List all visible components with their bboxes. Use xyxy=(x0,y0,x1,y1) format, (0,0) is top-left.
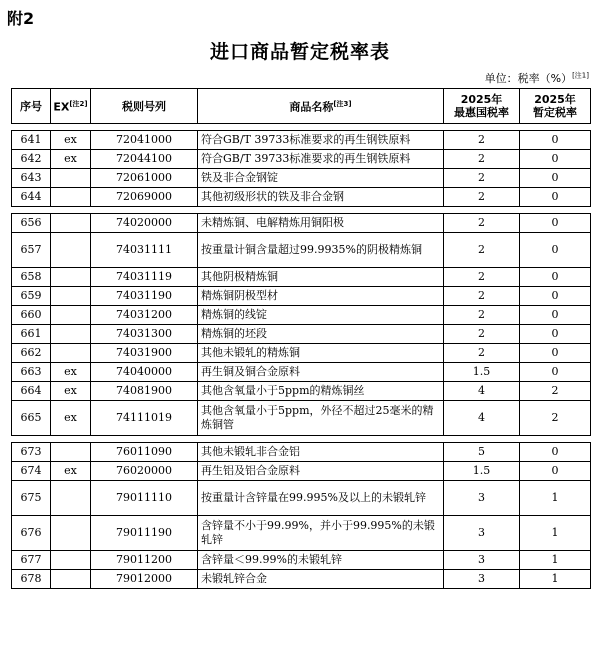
cell-provisional-rate: 0 xyxy=(520,306,591,325)
cell-seq: 656 xyxy=(12,214,51,233)
table-row xyxy=(12,169,591,188)
cell-mfn-rate: 3 xyxy=(444,570,520,589)
group-separator xyxy=(12,436,591,443)
cell-ex xyxy=(51,481,91,516)
table-row xyxy=(12,233,591,268)
header-name-note: [注3] xyxy=(333,100,352,109)
header-row xyxy=(12,89,591,124)
cell-mfn-rate: 1.5 xyxy=(444,462,520,481)
table-row xyxy=(12,443,591,462)
group-separator xyxy=(12,207,591,214)
cell-seq: 678 xyxy=(12,570,51,589)
cell-provisional-rate: 0 xyxy=(520,233,591,268)
table-row xyxy=(12,551,591,570)
cell-provisional-rate: 1 xyxy=(520,551,591,570)
header-mfn-label: 最惠国税率 xyxy=(454,106,509,119)
header-code: 税则号列 xyxy=(91,89,198,124)
cell-ex xyxy=(51,325,91,344)
cell-seq: 673 xyxy=(12,443,51,462)
table-row xyxy=(12,150,591,169)
cell-provisional-rate: 0 xyxy=(520,363,591,382)
cell-seq: 644 xyxy=(12,188,51,207)
cell-seq: 657 xyxy=(12,233,51,268)
cell-provisional-rate: 1 xyxy=(520,516,591,551)
cell-mfn-rate: 2 xyxy=(444,344,520,363)
cell-seq: 659 xyxy=(12,287,51,306)
cell-provisional-rate: 0 xyxy=(520,188,591,207)
table-row xyxy=(12,325,591,344)
cell-seq: 663 xyxy=(12,363,51,382)
table-row xyxy=(12,570,591,589)
cell-seq: 665 xyxy=(12,401,51,436)
cell-provisional-rate: 0 xyxy=(520,214,591,233)
cell-code: 74040000 xyxy=(91,363,198,382)
cell-name: 精炼铜的线锭 xyxy=(198,306,444,325)
header-seq: 序号 xyxy=(12,89,51,124)
cell-mfn-rate: 4 xyxy=(444,382,520,401)
cell-mfn-rate: 3 xyxy=(444,551,520,570)
cell-mfn-rate: 3 xyxy=(444,481,520,516)
cell-seq: 642 xyxy=(12,150,51,169)
header-ex xyxy=(51,89,91,124)
cell-code: 74031300 xyxy=(91,325,198,344)
cell-code: 74020000 xyxy=(91,214,198,233)
cell-ex xyxy=(51,214,91,233)
cell-name: 未精炼铜、电解精炼用铜阳极 xyxy=(198,214,444,233)
cell-code: 74031119 xyxy=(91,268,198,287)
header-mfn-rate xyxy=(444,89,520,124)
cell-ex xyxy=(51,344,91,363)
cell-name: 按重量计铜含量超过99.9935%的阴极精炼铜 xyxy=(198,233,444,268)
cell-ex: ex xyxy=(51,401,91,436)
cell-ex: ex xyxy=(51,382,91,401)
cell-ex xyxy=(51,268,91,287)
cell-code: 74081900 xyxy=(91,382,198,401)
cell-name: 符合GB/T 39733标准要求的再生钢铁原料 xyxy=(198,150,444,169)
cell-name: 未锻轧锌合金 xyxy=(198,570,444,589)
cell-name: 再生铝及铝合金原料 xyxy=(198,462,444,481)
cell-provisional-rate: 2 xyxy=(520,401,591,436)
cell-code: 76020000 xyxy=(91,462,198,481)
cell-mfn-rate: 2 xyxy=(444,233,520,268)
unit-text: 单位：税率（%） xyxy=(484,72,573,85)
cell-ex xyxy=(51,188,91,207)
table-row xyxy=(12,363,591,382)
separator-cell xyxy=(12,124,591,131)
cell-provisional-rate: 0 xyxy=(520,344,591,363)
cell-name: 其他含氧量小于5ppm，外径不超过25毫米的精炼铜管 xyxy=(198,401,444,436)
cell-code: 74031200 xyxy=(91,306,198,325)
cell-ex xyxy=(51,306,91,325)
tariff-table xyxy=(11,88,591,589)
cell-provisional-rate: 0 xyxy=(520,287,591,306)
cell-name: 再生铜及铜合金原料 xyxy=(198,363,444,382)
cell-name: 精炼铜阴极型材 xyxy=(198,287,444,306)
cell-seq: 664 xyxy=(12,382,51,401)
table-row xyxy=(12,382,591,401)
cell-ex xyxy=(51,287,91,306)
cell-seq: 676 xyxy=(12,516,51,551)
cell-code: 74031111 xyxy=(91,233,198,268)
cell-code: 76011090 xyxy=(91,443,198,462)
cell-provisional-rate: 2 xyxy=(520,382,591,401)
cell-name: 其他初级形状的铁及非合金钢 xyxy=(198,188,444,207)
cell-provisional-rate: 1 xyxy=(520,481,591,516)
cell-mfn-rate: 1.5 xyxy=(444,363,520,382)
cell-name: 含锌量不小于99.99%，并小于99.995%的未锻轧锌 xyxy=(198,516,444,551)
header-prov-year: 2025年 xyxy=(534,93,576,106)
unit-footnote-marker: [注1] xyxy=(572,71,589,80)
cell-name: 精炼铜的坯段 xyxy=(198,325,444,344)
cell-name: 其他未锻轧非合金铝 xyxy=(198,443,444,462)
cell-name: 符合GB/T 39733标准要求的再生钢铁原料 xyxy=(198,131,444,150)
table-row xyxy=(12,344,591,363)
header-ex-note: [注2] xyxy=(69,100,88,109)
header-name xyxy=(198,89,444,124)
cell-code: 79011190 xyxy=(91,516,198,551)
table-row xyxy=(12,516,591,551)
cell-mfn-rate: 5 xyxy=(444,443,520,462)
cell-code: 72061000 xyxy=(91,169,198,188)
cell-code: 79012000 xyxy=(91,570,198,589)
table-row xyxy=(12,401,591,436)
cell-name: 按重量计含锌量在99.995%及以上的未锻轧锌 xyxy=(198,481,444,516)
cell-name: 其他阴极精炼铜 xyxy=(198,268,444,287)
header-provisional-rate xyxy=(520,89,591,124)
cell-provisional-rate: 0 xyxy=(520,150,591,169)
table-row xyxy=(12,268,591,287)
group-separator xyxy=(12,124,591,131)
cell-ex xyxy=(51,169,91,188)
cell-ex: ex xyxy=(51,363,91,382)
table-row xyxy=(12,287,591,306)
table-row xyxy=(12,214,591,233)
cell-name: 其他含氧量小于5ppm的精炼铜丝 xyxy=(198,382,444,401)
cell-ex xyxy=(51,233,91,268)
separator-cell xyxy=(12,436,591,443)
cell-ex xyxy=(51,551,91,570)
cell-mfn-rate: 3 xyxy=(444,516,520,551)
cell-provisional-rate: 0 xyxy=(520,462,591,481)
cell-seq: 661 xyxy=(12,325,51,344)
cell-mfn-rate: 2 xyxy=(444,131,520,150)
cell-code: 72041000 xyxy=(91,131,198,150)
cell-mfn-rate: 2 xyxy=(444,325,520,344)
cell-seq: 662 xyxy=(12,344,51,363)
cell-mfn-rate: 2 xyxy=(444,306,520,325)
cell-mfn-rate: 2 xyxy=(444,214,520,233)
header-ex-label: EX xyxy=(53,100,70,114)
cell-mfn-rate: 4 xyxy=(444,401,520,436)
cell-seq: 658 xyxy=(12,268,51,287)
cell-provisional-rate: 0 xyxy=(520,325,591,344)
cell-mfn-rate: 2 xyxy=(444,150,520,169)
unit-note xyxy=(485,70,589,86)
table-row xyxy=(12,188,591,207)
header-prov-label: 暂定税率 xyxy=(533,106,577,119)
page-title: 进口商品暂定税率表 xyxy=(209,41,390,63)
cell-ex xyxy=(51,570,91,589)
table-body xyxy=(12,124,591,589)
cell-code: 72044100 xyxy=(91,150,198,169)
cell-code: 79011200 xyxy=(91,551,198,570)
cell-mfn-rate: 2 xyxy=(444,188,520,207)
table-row xyxy=(12,462,591,481)
cell-provisional-rate: 0 xyxy=(520,268,591,287)
cell-ex: ex xyxy=(51,131,91,150)
separator-cell xyxy=(12,207,591,214)
cell-mfn-rate: 2 xyxy=(444,169,520,188)
cell-name: 含锌量＜99.99%的未锻轧锌 xyxy=(198,551,444,570)
table-row xyxy=(12,306,591,325)
cell-code: 72069000 xyxy=(91,188,198,207)
cell-seq: 643 xyxy=(12,169,51,188)
cell-code: 74031190 xyxy=(91,287,198,306)
cell-code: 79011110 xyxy=(91,481,198,516)
cell-provisional-rate: 1 xyxy=(520,570,591,589)
cell-seq: 675 xyxy=(12,481,51,516)
cell-seq: 674 xyxy=(12,462,51,481)
table-row xyxy=(12,481,591,516)
annex-label: 附2 xyxy=(7,9,35,28)
cell-provisional-rate: 0 xyxy=(520,169,591,188)
cell-provisional-rate: 0 xyxy=(520,443,591,462)
header-mfn-year: 2025年 xyxy=(460,93,503,106)
cell-name: 其他未锻轧的精炼铜 xyxy=(198,344,444,363)
cell-provisional-rate: 0 xyxy=(520,131,591,150)
cell-ex xyxy=(51,516,91,551)
cell-mfn-rate: 2 xyxy=(444,268,520,287)
cell-seq: 660 xyxy=(12,306,51,325)
cell-seq: 641 xyxy=(12,131,51,150)
cell-name: 铁及非合金钢锭 xyxy=(198,169,444,188)
cell-code: 74031900 xyxy=(91,344,198,363)
cell-code: 74111019 xyxy=(91,401,198,436)
cell-seq: 677 xyxy=(12,551,51,570)
cell-ex: ex xyxy=(51,462,91,481)
header-name-label: 商品名称 xyxy=(289,100,334,114)
table-row xyxy=(12,131,591,150)
cell-ex: ex xyxy=(51,150,91,169)
cell-mfn-rate: 2 xyxy=(444,287,520,306)
cell-ex xyxy=(51,443,91,462)
